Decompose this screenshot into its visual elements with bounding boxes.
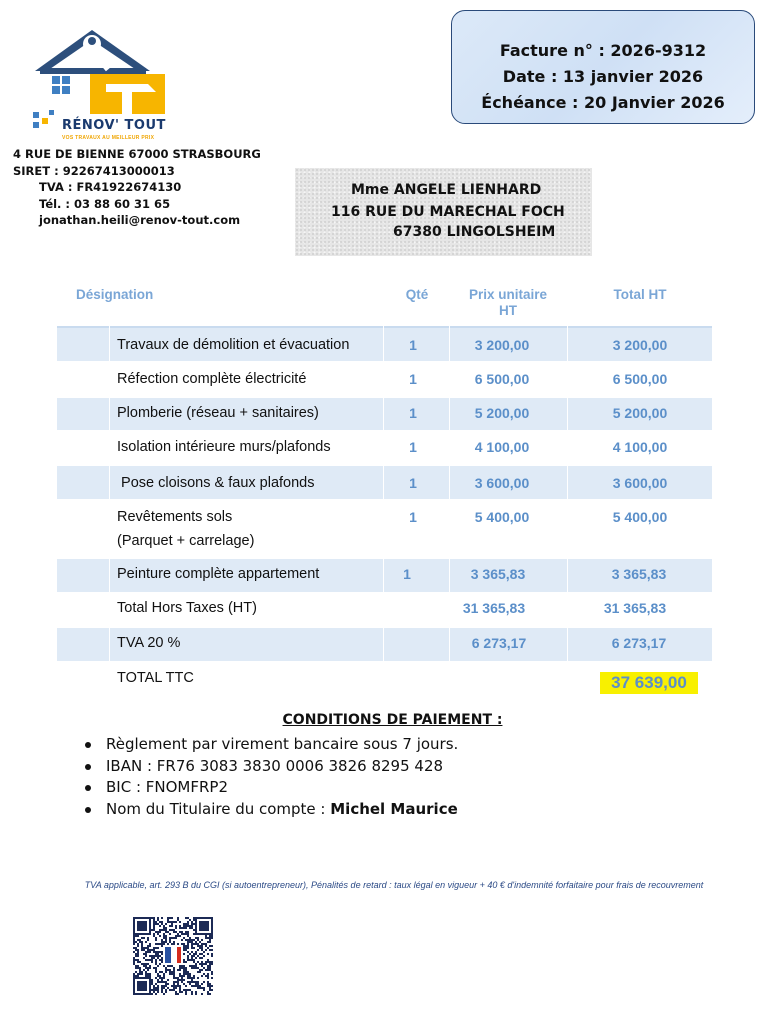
total-ttc-label: TOTAL TTC: [117, 670, 194, 686]
header-unit-price-line2: HT: [499, 303, 517, 318]
brand-tagline: VOS TRAVAUX AU MEILLEUR PRIX: [62, 135, 155, 141]
tva-label: TVA 20 %: [117, 635, 181, 651]
row-label: Peinture complète appartement: [117, 566, 320, 582]
row-total: 3 365,83: [611, 566, 667, 582]
brand-name: RÉNOV' TOUT: [62, 118, 166, 133]
company-phone: Tél. : 03 88 60 31 65: [39, 196, 171, 211]
header-designation: Désignation: [76, 287, 154, 302]
row-label: Réfection complète électricité: [117, 371, 307, 387]
invoice-header-box: [451, 10, 755, 124]
row-unit-price: 3 600,00: [474, 475, 530, 491]
row-unit-price: 3 365,83: [470, 566, 526, 582]
company-address: 4 RUE DE BIENNE 67000 STRASBOURG: [13, 147, 261, 161]
tva-value: 6 273,17: [611, 635, 667, 651]
client-city: 67380 LINGOLSHEIM: [393, 224, 556, 240]
company-siret: SIRET : 92267413000013: [13, 163, 175, 178]
header-unit-price: [453, 287, 563, 319]
tva-unit: 6 273,17: [471, 635, 527, 651]
invoice-number: Facture n° : 2026-9312: [499, 41, 707, 60]
row-total: 4 100,00: [612, 439, 668, 455]
list-item: IBAN : FR76 3083 3830 0006 3826 8295 428: [106, 756, 458, 778]
row-total: 3 200,00: [612, 337, 668, 353]
company-email[interactable]: jonathan.heili@renov-tout.com: [39, 213, 241, 227]
row-total: 5 400,00: [612, 509, 668, 525]
row-qty: 1: [409, 337, 417, 353]
legal-mentions: TVA applicable, art. 293 B du CGI (si autoentrepreneur), Pénalités de retard : taux légal en vigueur + 40 € d'indemnité forfaitaire pour frais de recouvrement: [84, 880, 704, 890]
client-address-box: [295, 168, 592, 256]
invoice-due-date: Échéance : 20 Janvier 2026: [481, 93, 725, 112]
row-unit-price: 5 400,00: [474, 509, 530, 525]
row-label: Pose cloisons & faux plafonds: [117, 475, 315, 491]
row-qty: 1: [409, 509, 417, 525]
row-unit-price: 4 100,00: [474, 439, 530, 455]
payment-conditions-list: [78, 734, 458, 820]
row-total: 5 200,00: [612, 405, 668, 421]
row-total: 3 600,00: [612, 475, 668, 491]
row-label: Revêtements sols: [117, 509, 233, 525]
header-total: Total HT: [613, 287, 667, 302]
total-ttc-value: 37 639,00: [611, 673, 687, 692]
row-unit-price: 6 500,00: [474, 371, 530, 387]
client-name: Mme ANGELE LIENHARD: [351, 182, 542, 198]
row-qty: 1: [403, 566, 411, 582]
list-item: [106, 799, 458, 821]
row-total: 6 500,00: [612, 371, 668, 387]
header-qty: Qté: [405, 287, 429, 302]
holder-name: Michel Maurice: [330, 799, 458, 818]
row-qty: 1: [409, 405, 417, 421]
row-label: Travaux de démolition et évacuation: [117, 337, 350, 353]
row-qty: 1: [409, 475, 417, 491]
wrench-icon: [83, 35, 112, 71]
row-label: Plomberie (réseau + sanitaires): [117, 405, 319, 421]
total-ht-unit: 31 365,83: [462, 600, 526, 616]
window-icon: [52, 76, 70, 94]
total-ht-value: 31 365,83: [603, 600, 667, 616]
company-info: [13, 146, 261, 229]
company-tva: TVA : FR41922674130: [39, 180, 182, 194]
row-qty: 1: [409, 371, 417, 387]
header-unit-price-line1: Prix unitaire: [468, 287, 548, 302]
row-label-detail: (Parquet + carrelage): [117, 533, 255, 549]
payment-conditions-title: CONDITIONS DE PAIEMENT :: [282, 712, 503, 728]
row-label: Isolation intérieure murs/plafonds: [117, 439, 331, 455]
row-unit-price: 5 200,00: [474, 405, 530, 421]
row-qty: 1: [409, 439, 417, 455]
total-ht-label: Total Hors Taxes (HT): [117, 600, 257, 616]
list-item: Règlement par virement bancaire sous 7 jours.: [106, 734, 458, 756]
list-item: BIC : FNOMFRP2: [106, 777, 458, 799]
invoice-date: Date : 13 janvier 2026: [502, 67, 704, 86]
holder-label: Nom du Titulaire du compte :: [106, 799, 331, 818]
client-street: 116 RUE DU MARECHAL FOCH: [331, 204, 565, 220]
row-unit-price: 3 200,00: [474, 337, 530, 353]
qr-code-icon[interactable]: [133, 917, 213, 995]
